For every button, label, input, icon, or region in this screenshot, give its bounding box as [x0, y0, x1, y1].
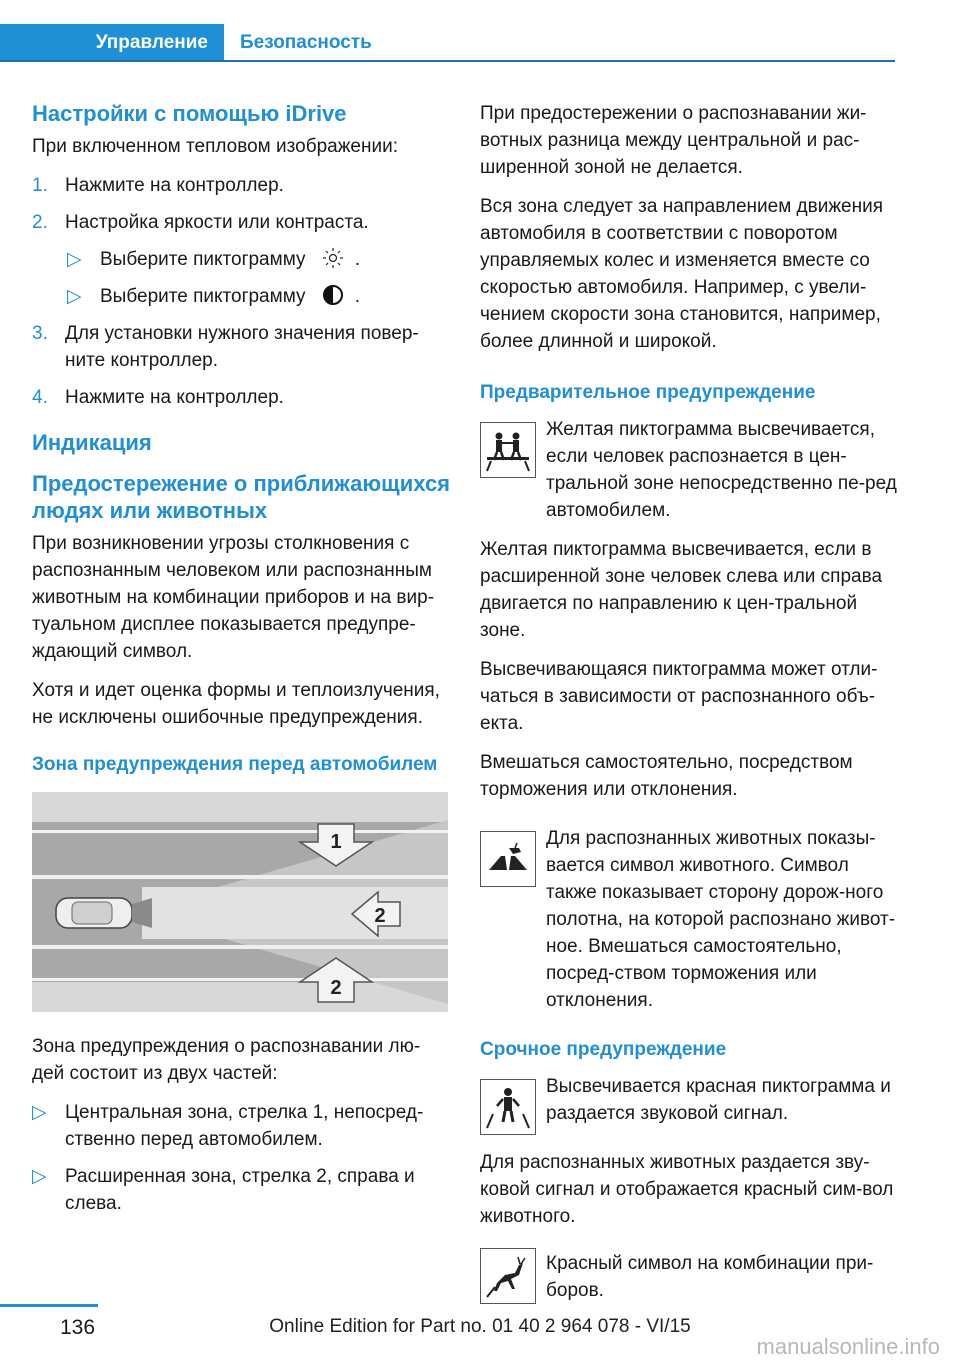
triangle-bullet-icon: ▷: [32, 1102, 47, 1123]
footer-rule: [0, 1304, 98, 1307]
page-number: 136: [60, 1316, 96, 1339]
pedestrians-warning-icon: [480, 422, 536, 478]
heading-indication: Индикация: [32, 430, 152, 455]
heading-pre-warning: Предварительное предупреждение: [480, 382, 816, 403]
tab-safety[interactable]: [240, 24, 372, 62]
arrow-label-1: 2: [374, 905, 386, 927]
intro-text: При включенном тепловом изображении:: [32, 136, 398, 157]
animal-block: [480, 825, 900, 1014]
step-number: 2.: [32, 212, 48, 233]
heading-urgent: Срочное предупреждение: [480, 1039, 727, 1060]
heading-warning: Предостережение о приближающихся людях или животных: [32, 471, 451, 523]
warning-text-1: При возникновении угрозы столкновения с распознанным человеком или распознанным животным на комбинации приборов и на вир-туальном дисплее показывается предупре-ждающий символ.: [32, 533, 435, 662]
warning-zone-figure: [32, 792, 448, 1012]
animal-text: Для распознанных животных показы-вается символ животного. Символ также показывает сторону дорож-ного полотна, на которой распознано живот-ное. Вмешаться самостоятельно, посред-ством торможения или отклонения.: [546, 828, 896, 1011]
tab-operation[interactable]: [0, 24, 224, 62]
right-text-1: При предостережении о распознавании жи-вотных разница между центральной и рас-ширенной зоной не делается.: [480, 103, 867, 178]
arrow-label-2-top: 1: [330, 831, 342, 853]
step-item: [32, 209, 452, 236]
zone-bullet: [32, 1163, 452, 1217]
triangle-bullet-icon: ▷: [32, 1166, 47, 1187]
step-item: [32, 320, 452, 374]
zone-bullet: [32, 1099, 452, 1153]
urgent-text-2: Для распознанных животных раздается зву-ковой сигнал и отображается красный сим-вол животного.: [480, 1152, 894, 1227]
car-icon: [56, 898, 132, 928]
deer-block: [480, 1242, 900, 1312]
bullet-text: Расширенная зона, стрелка 2, справа и слева.: [65, 1166, 415, 1214]
step-text: Нажмите на контроллер.: [65, 175, 284, 196]
step-item: [32, 172, 452, 199]
animal-road-icon: [480, 831, 536, 887]
edition-text: Online Edition for Part no. 01 40 2 964 078 - VI/15: [269, 1316, 691, 1337]
left-column: [32, 100, 452, 1227]
right-text-2: Вся зона следует за направлением движения автомобиля в соответствии с поворотом управляемых колес и изменяется вместе со скоростью автомобиля. Например, с увели-чением скорости зона становится, например, более длинной и широкой.: [480, 196, 883, 352]
arrow-label-2-bottom: 2: [330, 977, 342, 999]
triangle-bullet-icon: ▷: [67, 249, 82, 270]
step-item: [32, 384, 452, 411]
pedestrian-urgent-icon: [480, 1079, 536, 1135]
steps-list-2: [32, 320, 452, 411]
heading-idrive: Настройки с помощью iDrive: [32, 101, 347, 126]
steps-list: [32, 172, 452, 236]
substep-end: .: [354, 249, 361, 270]
header-rule: [0, 60, 895, 62]
heading-zone: Зона предупреждения перед автомобилем: [32, 754, 438, 775]
step-number: 3.: [32, 323, 48, 344]
pre-warning-text-4: Вмешаться самостоятельно, посредством торможения или отклонения.: [480, 752, 853, 800]
substep-item: [32, 283, 452, 310]
substep-item: [32, 246, 452, 273]
pre-warning-text-1: Желтая пиктограмма высвечивается, если человек распознается в цен-тральной зоне непосредственно пе-ред автомобилем.: [546, 419, 897, 521]
step-text: Нажмите на контроллер.: [65, 387, 284, 408]
pre-warning-text-3: Высвечивающаяся пиктограмма может отли-чаться в зависимости от распознанного объ-екта.: [480, 659, 878, 734]
substep-text: Выберите пиктограмму: [100, 286, 306, 307]
zone-bullets: [32, 1099, 452, 1217]
tab-safety-label: Безопасность: [240, 32, 372, 53]
step-number: 1.: [32, 175, 48, 196]
right-column: [480, 100, 900, 1318]
watermark: manualsonline.info: [756, 1334, 940, 1359]
brightness-icon: [319, 247, 347, 269]
zone-text: Зона предупреждения о распознавании лю-дей состоит из двух частей:: [32, 1036, 421, 1084]
deer-icon: [480, 1248, 536, 1304]
substeps-list: [32, 246, 452, 310]
pre-warning-block: [480, 416, 900, 524]
urgent-block: [480, 1073, 900, 1143]
urgent-text-1: Высвечивается красная пиктограмма и раздается звуковой сигнал.: [546, 1076, 891, 1124]
substep-end: .: [354, 286, 361, 307]
urgent-text-3: Красный символ на комбинации при-боров.: [546, 1253, 874, 1301]
step-number: 4.: [32, 387, 48, 408]
tab-operation-label: Управление: [95, 32, 208, 53]
substep-text: Выберите пиктограмму: [100, 249, 306, 270]
triangle-bullet-icon: ▷: [67, 286, 82, 307]
pre-warning-text-2: Желтая пиктограмма высвечивается, если в расширенной зоне человек слева или справа двигается по направлению к цен-тральной зоне.: [480, 539, 883, 641]
bullet-text: Центральная зона, стрелка 1, непосред-ственно перед автомобилем.: [65, 1102, 424, 1150]
contrast-icon: [319, 284, 347, 306]
warning-text-2: Хотя и идет оценка формы и теплоизлучения, не исключены ошибочные предупреждения.: [32, 680, 440, 728]
step-text: Для установки нужного значения повер-ните контроллер.: [65, 323, 419, 371]
step-text: Настройка яркости или контраста.: [65, 212, 369, 233]
